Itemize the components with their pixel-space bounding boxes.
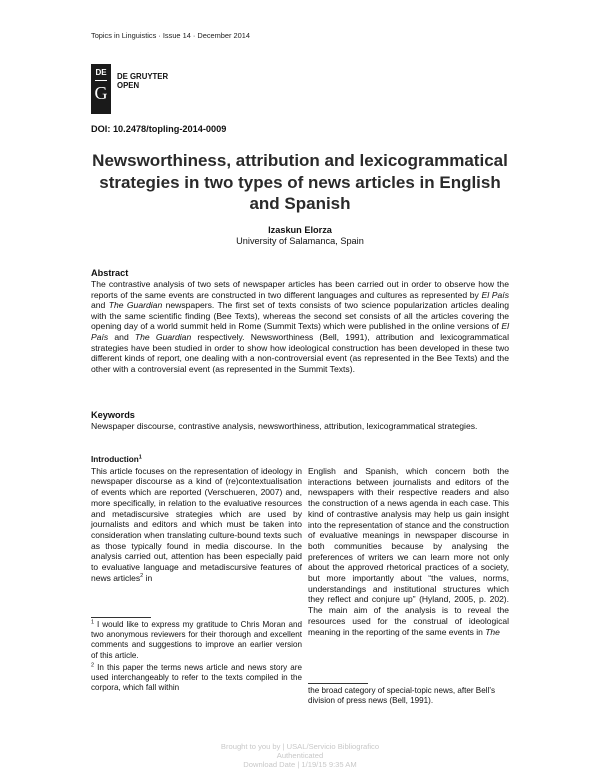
intro-left-column [91,455,302,583]
footnote-divider [91,617,151,618]
article-title: Newsworthiness, attribution and lexicogrammatical strategies in two types of news articles in English and Spanish [92,151,508,213]
author-affiliation: University of Salamanca, Spain [236,236,364,246]
keywords-heading: Keywords [91,410,135,420]
intro-paragraph-left: This article focuses on the representation of ideology in newspaper discourse as a kind of (re)contextualisation of events which are reported (Verschueren, 2007) and, more specifically, in relation to the evaluative resources and metadiscursive strategies which are used by journalists and editors and which must be taken into consideration when translating culture-bound texts such as those typically found in media discourse. In the analysis carried out, attention has been especially paid to evaluative language and metadiscursive features of news articles$^2$ in [91,465,302,583]
footnote-2-continued: the broad category of special-topic news, after Bell’s division of press news (Bell, 1991). [308,686,496,706]
intro-heading: Introduction$^1$ [91,454,142,464]
logo-line1: DE GRUYTER [117,72,169,81]
footnote-divider-right [308,683,368,684]
de-gruyter-logo-icon [91,64,111,114]
abstract-text: The contrastive analysis of two sets of newspaper articles has been carried out in order to observe how the reports of the same events are constructed in two different languages and cultures as represented by El País and The Guardian newspapers. The first set of texts consists of two science popularization articles dealing with the same scientific finding (Bee Texts), whereas the second set consists of all the articles covering the opening day of a world summit held in Rome (Summit Texts) which were published in the online versions of El País and The Guardian respectively. Newsworthiness (Bell, 1991), attribution and lexicogrammatical strategies have been studied in order to show how ideological construction has been developed in these two different kinds of report, one dealing with a non-controversial event (as represented in the Bee Texts) and the other with a controversial event (as represented in the Summit Texts). [91,279,509,374]
doi: DOI: 10.2478/topling-2014-0009 [91,124,227,134]
running-head: Topics in Linguistics · Issue 14 · December 2014 [91,31,250,40]
logo-text [117,72,168,90]
abstract-heading: Abstract [91,268,129,278]
keywords-text: Newspaper discourse, contrastive analysis, newsworthiness, attribution, lexicogrammatical strategies. [91,421,478,431]
footnote-1: $^1$ I would like to express my gratitude to Chris Moran and two anonymous reviewers for their thorough and excellent comments and suggestions to improve an earlier version of this article. [91,619,302,660]
footnotes-left [91,620,302,695]
footnote-2: $^2$ In this paper the terms news article and news story are used interchangeably to refer to the texts compiled in the corpora, which fall within [91,662,302,693]
intro-right-column: English and Spanish, which concern both the interactions between journalists and editors of the newspapers with their respective readers and also the construction of a news agenda in each case. This kind of contrastive analysis may help us gain insight into the representation of stance and the construction of evaluative meanings in newspaper discourse in both communities because by analysing the preferences of writers we can learn more not only about the approved rhetorical practices of a society, but more importantly about “the values, norms, understandings and institutional structures which they reflect and conjure up” (Hyland, 2005, p. 202). The main aim of the analysis is to reveal the resources used for the construal of ideological meaning in the reporting of the same events in The [308,466,509,637]
author-name: Izaskun Elorza [268,225,332,235]
logo-line2: OPEN [117,81,140,90]
logo-box-bottom: G [94,83,108,103]
download-watermark: Brought to you by | USAL/Servicio Bibliografico Authenticated Download Date | 1/19/15 9:35 AM [220,742,380,769]
logo-box-top: DE [95,68,107,77]
publisher-logo [91,64,168,114]
